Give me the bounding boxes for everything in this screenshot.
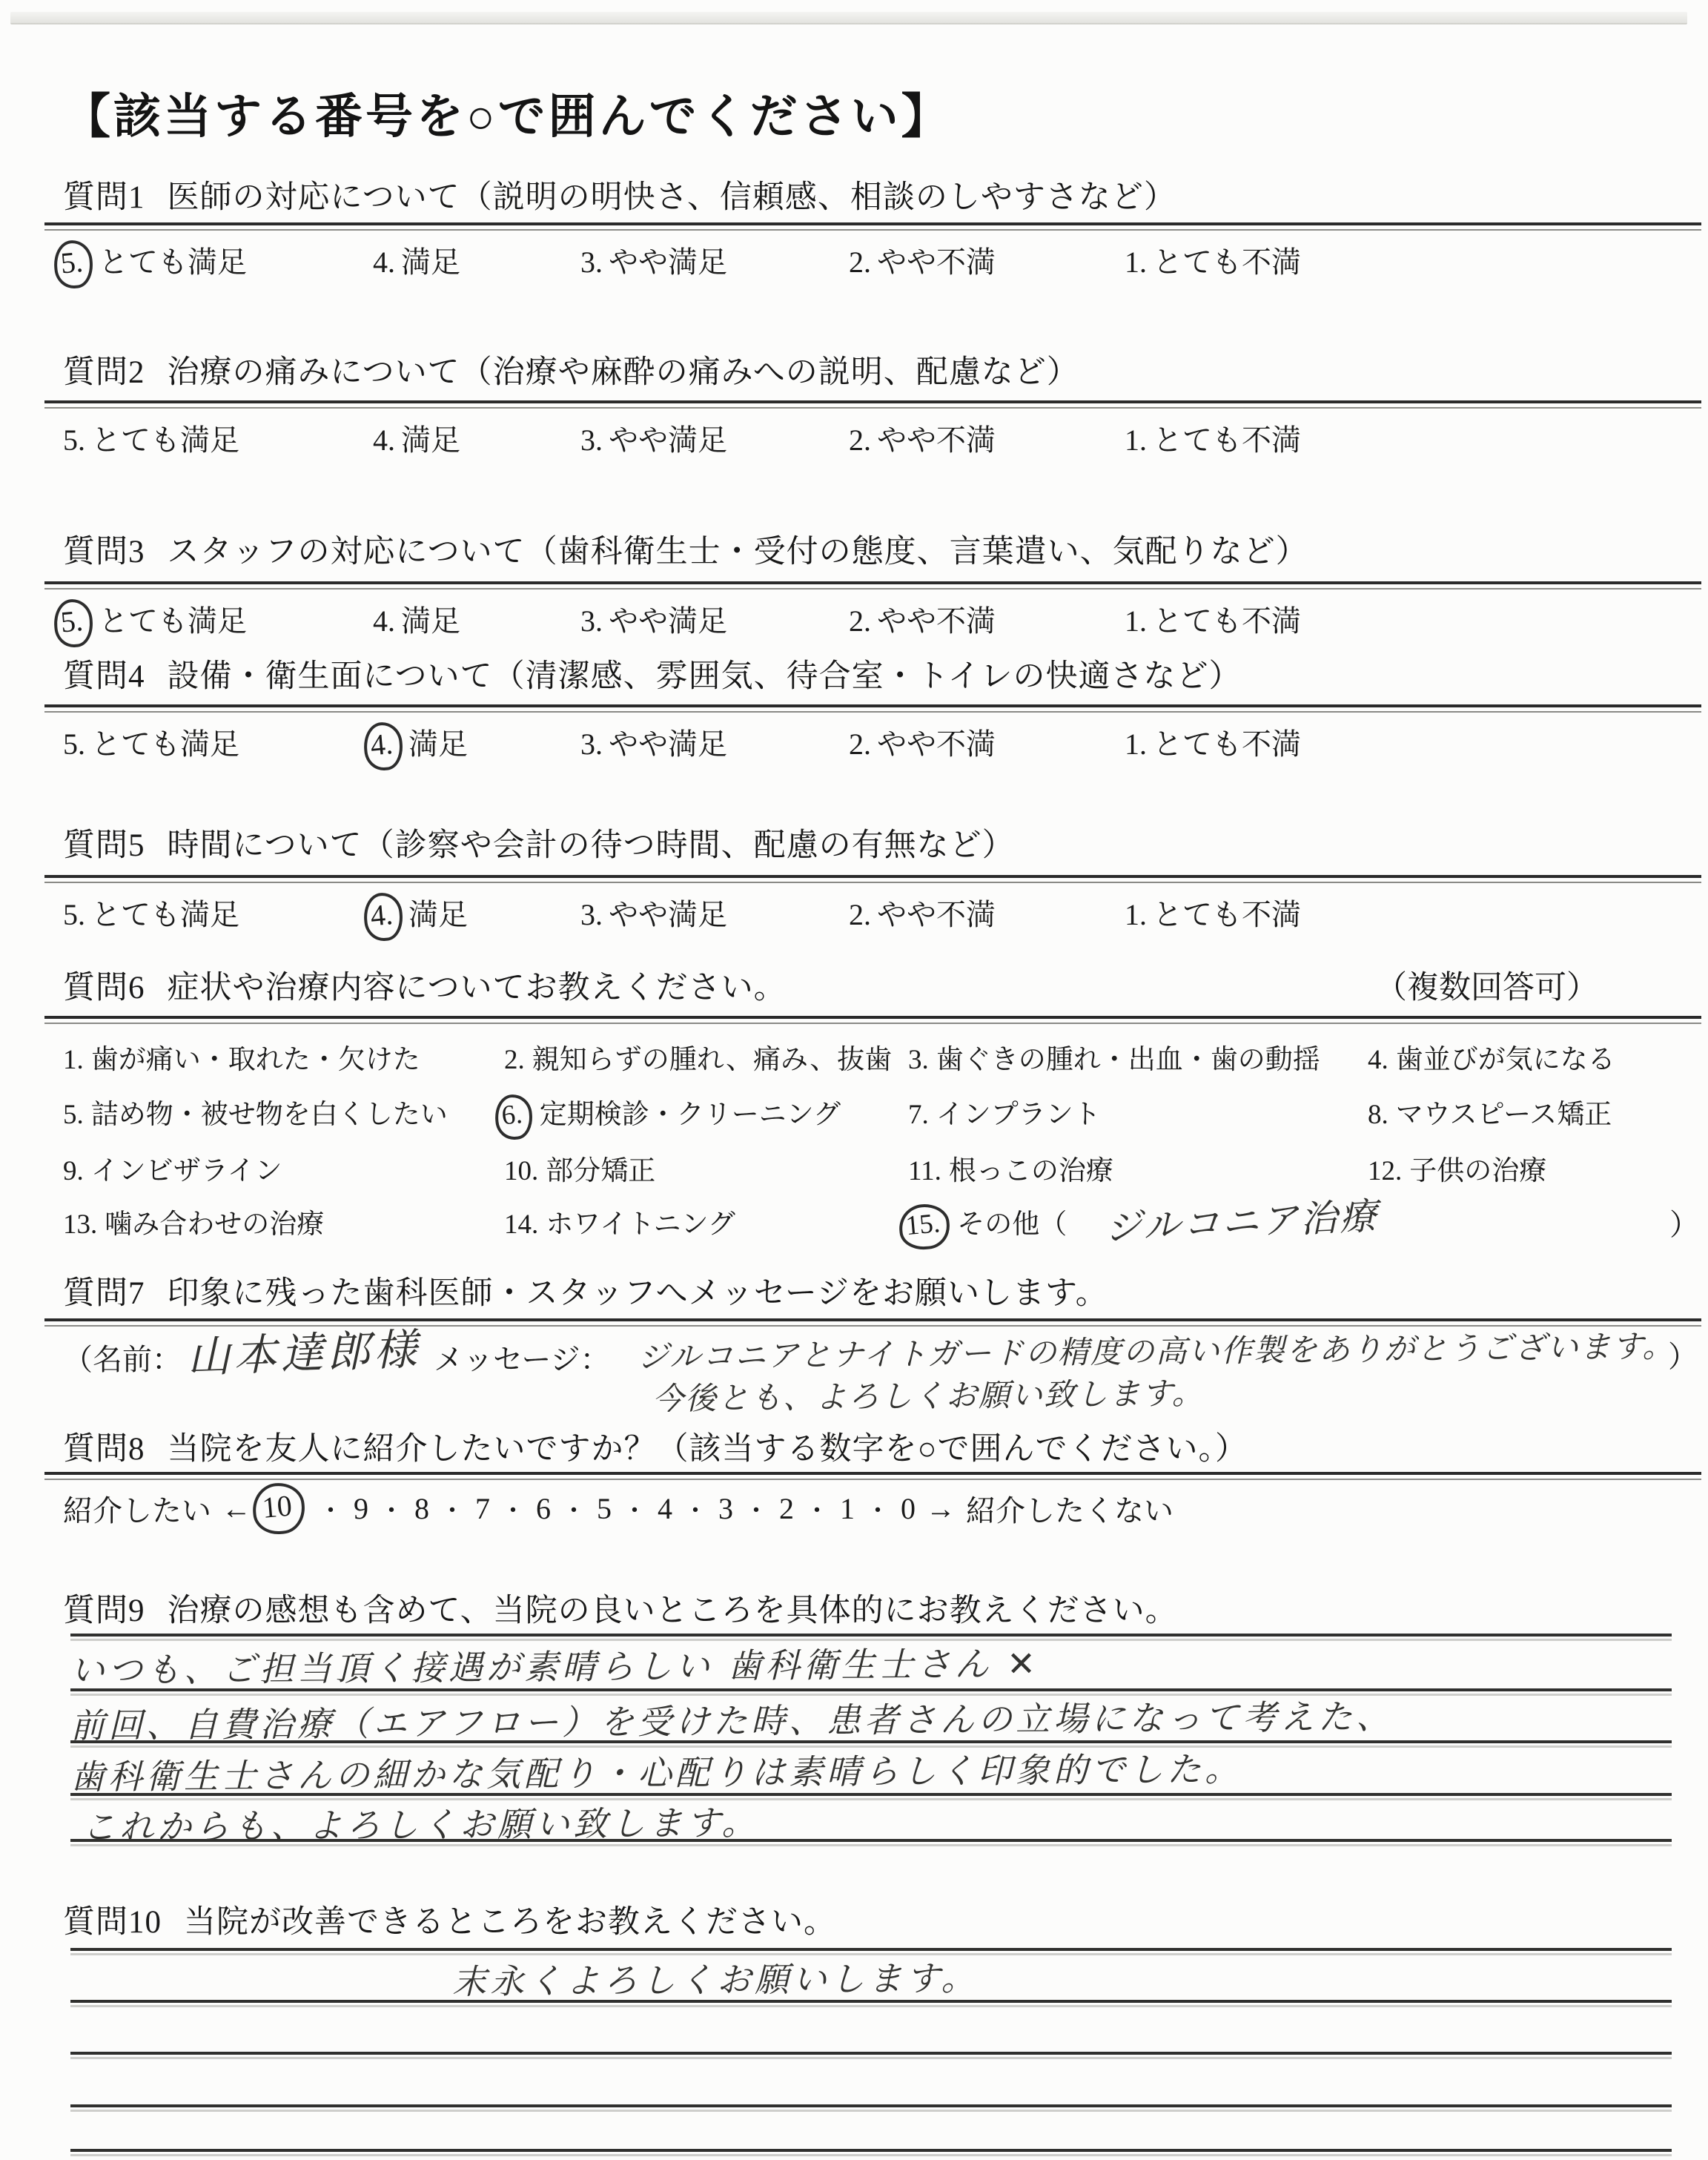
option-4: 4. 満足 [373,891,468,934]
question-4-title: 設備・衛生面について（清潔感、雰囲気、待合室・トイレの快適さなど） [167,659,1242,694]
circled-answer-mark: 5. [52,239,94,290]
q9-answer-line-3: 歯科衛生士さんの細かな気配り・心配りは素晴らしく印象的でした。 [70,1748,1243,1797]
question-5-title: 時間について（診察や会計の待つ時間、配慮の有無など） [167,828,1015,863]
question-9-heading [63,1585,1178,1631]
question-8-heading [63,1424,1248,1469]
option-1: 1. とても不満 [1125,898,1301,931]
q8-number-2: 2 [779,1492,794,1525]
q7-name-handwritten: 山本達郎様 [186,1324,422,1383]
question-7-title: 印象に残った歯科医師・スタッフへメッセージをお願いします。 [167,1276,1108,1311]
q6-item-11: 11. 根っこの治療 [908,1156,1113,1186]
scan-artifact-strip [10,12,1687,24]
question-10-title: 当院が改善できるところをお教えください。 [184,1905,836,1940]
q9-answer-line-4: これからも、よろしくお願い致します。 [81,1802,760,1848]
question-8-rule [44,1472,1701,1480]
page-title: 【該当する番号を○で囲んでください】 [63,90,952,143]
question-9-title: 治療の感想も含めて、当院の良いところを具体的にお教えください。 [167,1593,1178,1628]
q6-item-15: 15. その他（ [908,1201,1067,1242]
q8-number-8: 8 [414,1492,429,1525]
option-4: 4. 満足 [373,423,460,457]
q6-item-13: 13. 噛み合わせの治療 [63,1209,325,1240]
q8-number-0: 0 [901,1492,916,1525]
option-5: 5. とても満足 [63,239,247,281]
writing-line [70,2104,1672,2110]
q6-item-12: 12. 子供の治療 [1368,1156,1547,1186]
q6-other-close-paren: ） [1669,1208,1699,1241]
q8-number-6: 6 [536,1492,551,1525]
option-3: 3. やや満足 [580,245,727,279]
question-7-label: 質問7 [63,1276,145,1311]
question-2-rule [44,400,1701,409]
option-5: 5. とても満足 [63,898,239,931]
question-6-rule [44,1016,1701,1024]
q8-number-9: 9 [354,1492,368,1525]
q7-message-line2-handwritten: 今後とも、よろしくお願い致します。 [652,1375,1205,1417]
q8-number-3: 3 [718,1492,733,1525]
q7-message-label: メッセージ： [434,1343,610,1376]
option-3: 3. やや満足 [580,423,727,457]
question-1-heading [63,172,1176,217]
question-4-heading [63,651,1242,696]
q8-number-5: 5 [597,1492,612,1525]
q7-name-label: （名前： [63,1343,182,1376]
q8-number-7: 7 [475,1492,490,1525]
q8-left-label: 紹介したい [63,1494,211,1527]
q7-close-paren: ） [1668,1340,1698,1373]
question-2-title: 治療の痛みについて（治療や麻酔の痛みへの説明、配慮など） [167,355,1079,390]
option-4: 4. 満足 [373,721,468,763]
option-2: 2. やや不満 [849,423,996,457]
question-3-rule [44,581,1701,589]
q6-item-3: 3. 歯ぐきの腫れ・出血・歯の動揺 [908,1045,1320,1075]
q6-other-handwritten-answer: ジルコニア治療 [1104,1194,1380,1250]
q9-answer-line-2: 前回、自費治療（エアフロー）を受けた時、患者さんの立場になって考えた、 [70,1696,1394,1746]
question-9-label: 質問9 [63,1593,145,1628]
option-3: 3. やや満足 [580,604,727,638]
option-4: 4. 満足 [373,604,460,638]
option-1: 1. とても不満 [1125,245,1301,279]
option-2: 2. やや不満 [849,727,996,761]
q6-item-5: 5. 詰め物・被せ物を白くしたい [63,1100,448,1130]
question-6-label: 質問6 [63,971,145,1005]
circled-answer-mark: 6. [493,1093,534,1141]
circled-answer-mark: 10 [251,1481,307,1536]
writing-line [70,2000,1672,2005]
q9-answer-line-1: いつも、ご担当頂く接遇が素晴らしい 歯科衛生士さん ✕ [70,1643,1039,1691]
question-1-rule [44,222,1701,231]
q6-item-14: 14. ホワイトニング [504,1209,735,1240]
option-1: 1. とても不満 [1125,423,1301,457]
question-1-label: 質問1 [63,180,145,215]
question-6-note: （複数回答可） [1375,971,1598,1005]
writing-line [70,2052,1672,2057]
question-8-title: 当院を友人に紹介したいですか？（該当する数字を○で囲んでください。） [167,1432,1248,1467]
circled-answer-mark: 4. [362,721,404,772]
circled-answer-mark: 4. [362,891,404,942]
q8-right-label: 紹介したくない [966,1494,1174,1527]
q6-item-7: 7. インプラント [908,1100,1101,1130]
circled-answer-mark: 5. [52,598,94,649]
q6-item-1: 1. 歯が痛い・取れた・欠けた [63,1045,420,1075]
circled-answer-mark: 15. [897,1202,951,1252]
question-4-label: 質問4 [63,659,145,694]
question-3-heading [63,526,1308,572]
left-arrow-icon: ← [222,1492,251,1525]
q8-number-1: 1 [840,1492,855,1525]
question-1-title: 医師の対応について（説明の明快さ、信頼感、相談のしやすさなど） [167,180,1176,215]
q10-answer-handwritten: 末永くよろしくお願いします。 [451,1958,979,2002]
option-3: 3. やや満足 [580,727,727,761]
question-3-title: スタッフの対応について（歯科衛生士・受付の態度、言葉遣い、気配りなど） [167,535,1308,569]
q6-item-6: 6. 定期検診・クリーニング [504,1091,841,1132]
q7-message-line1-handwritten: ジルコニアとナイトガードの精度の高い作製をありがとうございます。 [637,1327,1675,1375]
option-1: 1. とても不満 [1125,604,1301,638]
question-3-label: 質問3 [63,535,145,569]
right-arrow-icon: → [926,1492,956,1525]
question-8-label: 質問8 [63,1432,145,1467]
option-2: 2. やや不満 [849,245,996,279]
q8-number-4: 4 [658,1492,672,1525]
option-2: 2. やや不満 [849,604,996,638]
question-5-label: 質問5 [63,828,145,863]
question-6-heading [63,962,787,1008]
question-10-heading [63,1897,836,1942]
option-2: 2. やや不満 [849,898,996,931]
q6-item-2: 2. 親知らずの腫れ、痛み、抜歯 [504,1045,893,1075]
question-7-heading [63,1268,1108,1313]
q6-item-9: 9. インビザライン [63,1156,282,1186]
question-2-heading [63,347,1079,392]
q6-item-4: 4. 歯並びが気になる [1368,1045,1615,1075]
question-2-label: 質問2 [63,355,145,390]
option-5: 5. とても満足 [63,423,239,457]
option-5: 5. とても満足 [63,598,247,640]
option-3: 3. やや満足 [580,898,727,931]
q6-item-8: 8. マウスピース矯正 [1368,1100,1612,1130]
option-1: 1. とても不満 [1125,727,1301,761]
option-4: 4. 満足 [373,245,460,279]
question-6-title: 症状や治療内容についてお教えください。 [167,971,787,1005]
question-10-label: 質問10 [63,1905,162,1940]
writing-line [70,1839,1672,1844]
q6-item-10: 10. 部分矯正 [504,1156,656,1186]
question-5-rule [44,875,1701,883]
q8-nps-scale: 紹介したい ← 10 ・ 9 ・ 8 ・ 7 ・ 6 ・ 5 ・ 4 ・ 3 ・ 2 ・ 1 ・ 0 → 紹介したくない [63,1487,1174,1530]
question-4-rule [44,704,1701,713]
writing-line [70,2149,1672,2154]
option-5: 5. とても満足 [63,727,239,761]
writing-line [70,1793,1672,1798]
question-5-heading [63,820,1015,865]
